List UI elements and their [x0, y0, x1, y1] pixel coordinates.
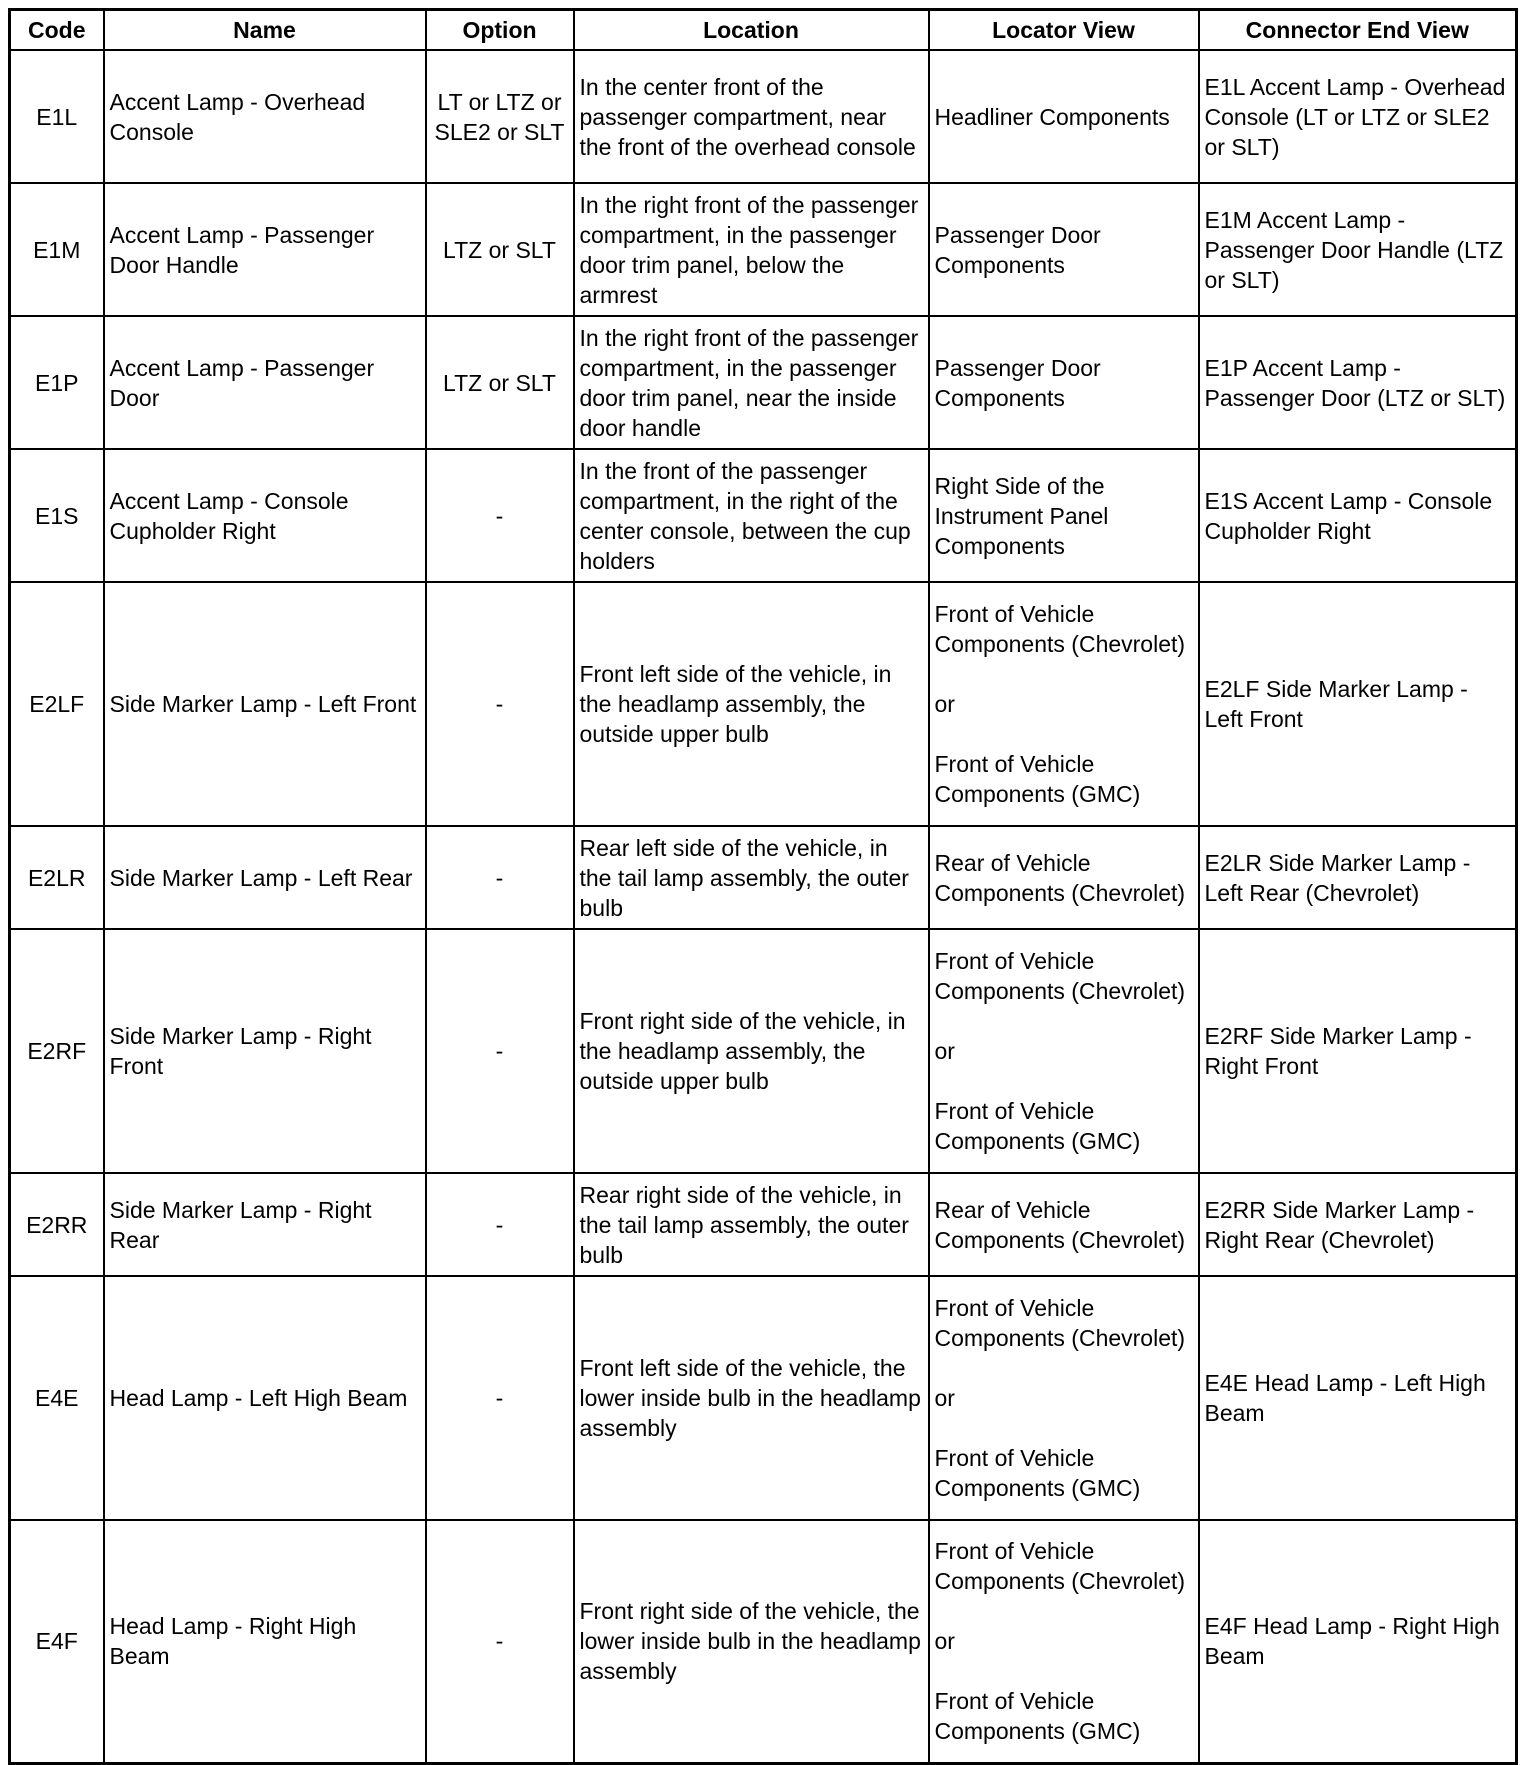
- header-row: [10, 10, 1517, 51]
- cell-connector-end-view: E2LF Side Marker Lamp - Left Front: [1199, 582, 1517, 826]
- cell-name: Side Marker Lamp - Right Rear: [104, 1173, 426, 1276]
- cell-name: Accent Lamp - Passenger Door: [104, 316, 426, 449]
- table-row: [10, 582, 1517, 826]
- cell-option: -: [426, 582, 574, 826]
- cell-connector-end-view: E1S Accent Lamp - Console Cupholder Right: [1199, 449, 1517, 582]
- cell-connector-end-view: E2RF Side Marker Lamp - Right Front: [1199, 929, 1517, 1173]
- cell-code: E1M: [10, 183, 104, 316]
- cell-option: LT or LTZ or SLE2 or SLT: [426, 50, 574, 183]
- cell-option: -: [426, 449, 574, 582]
- cell-location: In the center front of the passenger compartment, near the front of the overhead console: [574, 50, 929, 183]
- table-row: [10, 929, 1517, 1173]
- cell-connector-end-view: E4F Head Lamp - Right High Beam: [1199, 1520, 1517, 1763]
- table-row: [10, 1520, 1517, 1763]
- cell-location: Front right side of the vehicle, the lower inside bulb in the headlamp assembly: [574, 1520, 929, 1763]
- cell-locator-view: Passenger Door Components: [929, 316, 1199, 449]
- cell-code: E2LR: [10, 826, 104, 929]
- cell-location: Rear left side of the vehicle, in the tail lamp assembly, the outer bulb: [574, 826, 929, 929]
- header-locator-view: Locator View: [929, 10, 1199, 51]
- cell-location: In the right front of the passenger compartment, in the passenger door trim panel, near the inside door handle: [574, 316, 929, 449]
- cell-name: Side Marker Lamp - Left Rear: [104, 826, 426, 929]
- cell-locator-view: Passenger Door Components: [929, 183, 1199, 316]
- cell-locator-view: Rear of Vehicle Components (Chevrolet): [929, 826, 1199, 929]
- cell-connector-end-view: E1L Accent Lamp - Overhead Console (LT or LTZ or SLE2 or SLT): [1199, 50, 1517, 183]
- cell-name: Accent Lamp - Passenger Door Handle: [104, 183, 426, 316]
- cell-location: Rear right side of the vehicle, in the tail lamp assembly, the outer bulb: [574, 1173, 929, 1276]
- table-row: [10, 449, 1517, 582]
- connector-table: [8, 8, 1518, 1765]
- cell-locator-view: Front of Vehicle Components (Chevrolet) or Front of Vehicle Components (GMC): [929, 929, 1199, 1173]
- cell-name: Head Lamp - Right High Beam: [104, 1520, 426, 1763]
- table-row: [10, 316, 1517, 449]
- cell-location: In the right front of the passenger compartment, in the passenger door trim panel, below the armrest: [574, 183, 929, 316]
- cell-option: -: [426, 929, 574, 1173]
- cell-location: Front right side of the vehicle, in the headlamp assembly, the outside upper bulb: [574, 929, 929, 1173]
- cell-name: Accent Lamp - Overhead Console: [104, 50, 426, 183]
- header-name: Name: [104, 10, 426, 51]
- table-row: [10, 50, 1517, 183]
- cell-name: Head Lamp - Left High Beam: [104, 1276, 426, 1520]
- header-connector-end-view: Connector End View: [1199, 10, 1517, 51]
- cell-connector-end-view: E1P Accent Lamp - Passenger Door (LTZ or SLT): [1199, 316, 1517, 449]
- cell-name: Side Marker Lamp - Left Front: [104, 582, 426, 826]
- header-option: Option: [426, 10, 574, 51]
- header-code: Code: [10, 10, 104, 51]
- cell-connector-end-view: E2RR Side Marker Lamp - Right Rear (Chevrolet): [1199, 1173, 1517, 1276]
- cell-connector-end-view: E1M Accent Lamp - Passenger Door Handle (LTZ or SLT): [1199, 183, 1517, 316]
- cell-locator-view: Front of Vehicle Components (Chevrolet) or Front of Vehicle Components (GMC): [929, 1276, 1199, 1520]
- table-row: [10, 1173, 1517, 1276]
- cell-location: In the front of the passenger compartment, in the right of the center console, between the cup holders: [574, 449, 929, 582]
- cell-code: E2LF: [10, 582, 104, 826]
- cell-connector-end-view: E4E Head Lamp - Left High Beam: [1199, 1276, 1517, 1520]
- cell-code: E1S: [10, 449, 104, 582]
- cell-option: LTZ or SLT: [426, 183, 574, 316]
- cell-code: E1L: [10, 50, 104, 183]
- cell-locator-view: Front of Vehicle Components (Chevrolet) or Front of Vehicle Components (GMC): [929, 582, 1199, 826]
- cell-option: -: [426, 826, 574, 929]
- cell-option: -: [426, 1276, 574, 1520]
- cell-code: E4E: [10, 1276, 104, 1520]
- cell-locator-view: Front of Vehicle Components (Chevrolet) or Front of Vehicle Components (GMC): [929, 1520, 1199, 1763]
- cell-code: E2RF: [10, 929, 104, 1173]
- header-location: Location: [574, 10, 929, 51]
- cell-locator-view: Right Side of the Instrument Panel Components: [929, 449, 1199, 582]
- cell-option: -: [426, 1173, 574, 1276]
- cell-location: Front left side of the vehicle, the lower inside bulb in the headlamp assembly: [574, 1276, 929, 1520]
- cell-connector-end-view: E2LR Side Marker Lamp - Left Rear (Chevrolet): [1199, 826, 1517, 929]
- table-row: [10, 826, 1517, 929]
- cell-code: E2RR: [10, 1173, 104, 1276]
- cell-location: Front left side of the vehicle, in the headlamp assembly, the outside upper bulb: [574, 582, 929, 826]
- cell-option: -: [426, 1520, 574, 1763]
- cell-code: E1P: [10, 316, 104, 449]
- table-row: [10, 183, 1517, 316]
- cell-option: LTZ or SLT: [426, 316, 574, 449]
- cell-locator-view: Rear of Vehicle Components (Chevrolet): [929, 1173, 1199, 1276]
- table-row: [10, 1276, 1517, 1520]
- cell-locator-view: Headliner Components: [929, 50, 1199, 183]
- cell-code: E4F: [10, 1520, 104, 1763]
- cell-name: Side Marker Lamp - Right Front: [104, 929, 426, 1173]
- cell-name: Accent Lamp - Console Cupholder Right: [104, 449, 426, 582]
